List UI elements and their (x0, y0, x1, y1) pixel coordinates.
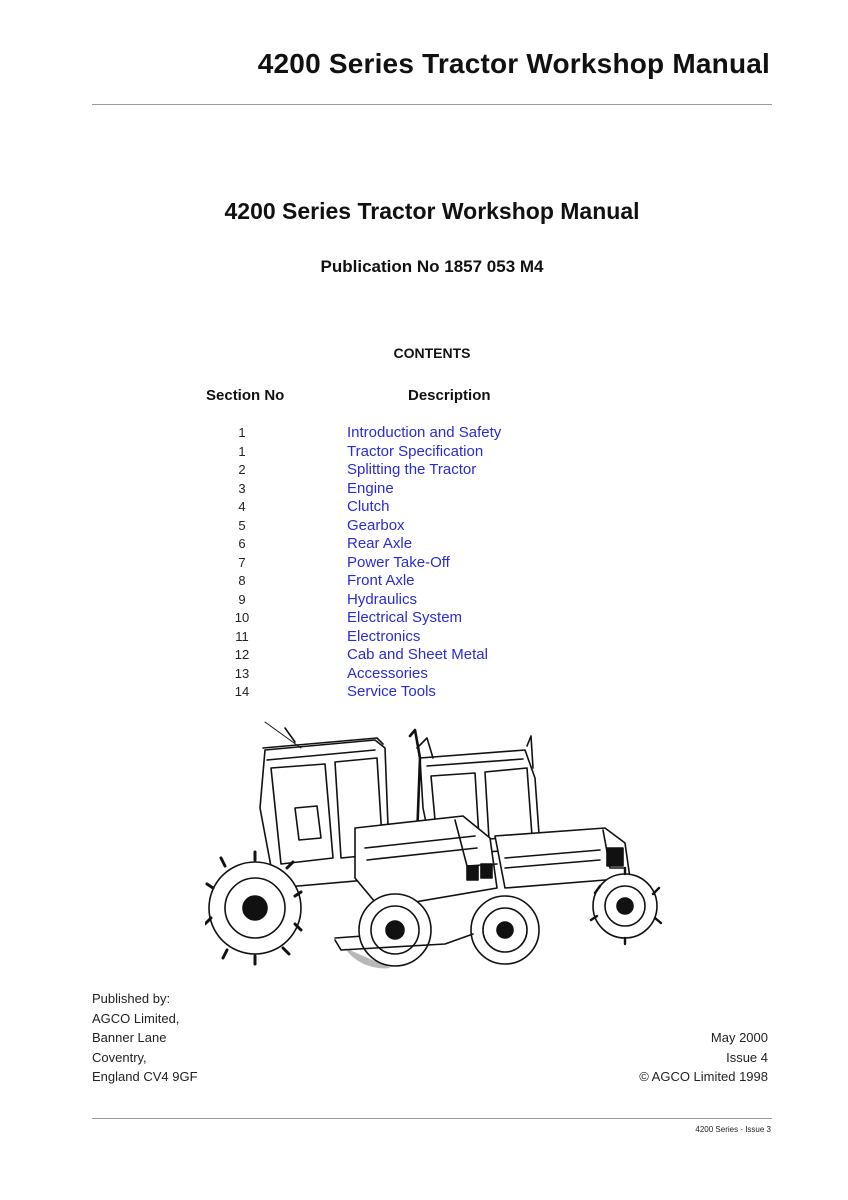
toc-section-number: 10 (234, 610, 250, 625)
toc-row (0, 572, 848, 591)
toc-section-number: 7 (238, 554, 246, 570)
toc-section-number: 1 (238, 443, 246, 459)
contents-heading: CONTENTS (393, 345, 471, 361)
toc-link-clutch[interactable]: Clutch (347, 498, 390, 515)
toc-row (0, 461, 848, 480)
header-divider (92, 104, 772, 105)
toc-section-number: 13 (234, 665, 250, 681)
toc-section-number: 6 (238, 536, 246, 551)
tractor-illustration (205, 718, 665, 988)
toc-link-service-tools[interactable]: Service Tools (347, 683, 436, 700)
publisher-address (92, 989, 198, 1087)
issue-number: Issue 4 (726, 1049, 768, 1065)
toc-section-number: 4 (238, 499, 246, 514)
toc-row (0, 443, 848, 462)
toc-row (0, 554, 848, 573)
toc-row (0, 646, 848, 665)
issue-date: May 2000 (710, 1030, 768, 1045)
publisher-line: Coventry, (92, 1049, 147, 1065)
publication-number: Publication No 1857 053 M4 (320, 257, 544, 276)
toc-link-splitting-the-tractor[interactable]: Splitting the Tractor (347, 461, 477, 478)
section-no-column-header: Section No (206, 387, 285, 404)
toc-link-rear-axle[interactable]: Rear Axle (347, 535, 413, 552)
publisher-line: Banner Lane (92, 1030, 167, 1046)
toc-row (0, 535, 848, 554)
toc-row (0, 665, 848, 684)
toc-link-accessories[interactable]: Accessories (347, 664, 428, 682)
toc-section-number: 12 (234, 647, 250, 662)
toc-row (0, 498, 848, 517)
copyright-notice: © AGCO Limited 1998 (639, 1069, 768, 1085)
publisher-line: AGCO Limited, (92, 1010, 180, 1026)
toc-link-tractor-specification[interactable]: Tractor Specification (347, 442, 484, 460)
toc-section-number: 8 (238, 573, 246, 588)
toc-link-hydraulics[interactable]: Hydraulics (347, 590, 418, 608)
toc-link-electronics[interactable]: Electronics (347, 627, 421, 645)
toc-section-number: 3 (238, 480, 246, 496)
issue-information (639, 1028, 768, 1087)
toc-section-number: 9 (238, 591, 246, 607)
toc-link-introduction-and-safety[interactable]: Introduction and Safety (347, 424, 502, 441)
description-column-header: Description (408, 387, 491, 404)
toc-link-electrical-system[interactable]: Electrical System (347, 609, 463, 626)
toc-section-number: 5 (238, 517, 246, 533)
toc-section-number: 2 (238, 462, 246, 477)
toc-section-number: 1 (238, 425, 246, 440)
publisher-line: England CV4 9GF (92, 1069, 198, 1085)
publisher-line: Published by: (92, 991, 171, 1006)
toc-link-power-take-off[interactable]: Power Take-Off (347, 553, 450, 571)
manual-header-title: 4200 Series Tractor Workshop Manual (257, 48, 770, 79)
footer-issue-note: 4200 Series - Issue 3 (695, 1125, 771, 1134)
table-of-contents (0, 424, 848, 702)
toc-row (0, 628, 848, 647)
footer-divider (92, 1118, 772, 1119)
cover-title: 4200 Series Tractor Workshop Manual (224, 198, 640, 224)
toc-row (0, 591, 848, 610)
toc-row (0, 683, 848, 702)
toc-link-gearbox[interactable]: Gearbox (347, 516, 405, 534)
toc-row (0, 480, 848, 499)
toc-link-engine[interactable]: Engine (347, 479, 394, 497)
toc-link-front-axle[interactable]: Front Axle (347, 572, 415, 589)
toc-section-number: 11 (235, 628, 249, 644)
toc-row (0, 517, 848, 536)
toc-row (0, 424, 848, 443)
toc-row (0, 609, 848, 628)
toc-section-number: 14 (234, 684, 250, 699)
toc-link-cab-and-sheet-metal[interactable]: Cab and Sheet Metal (347, 646, 488, 663)
